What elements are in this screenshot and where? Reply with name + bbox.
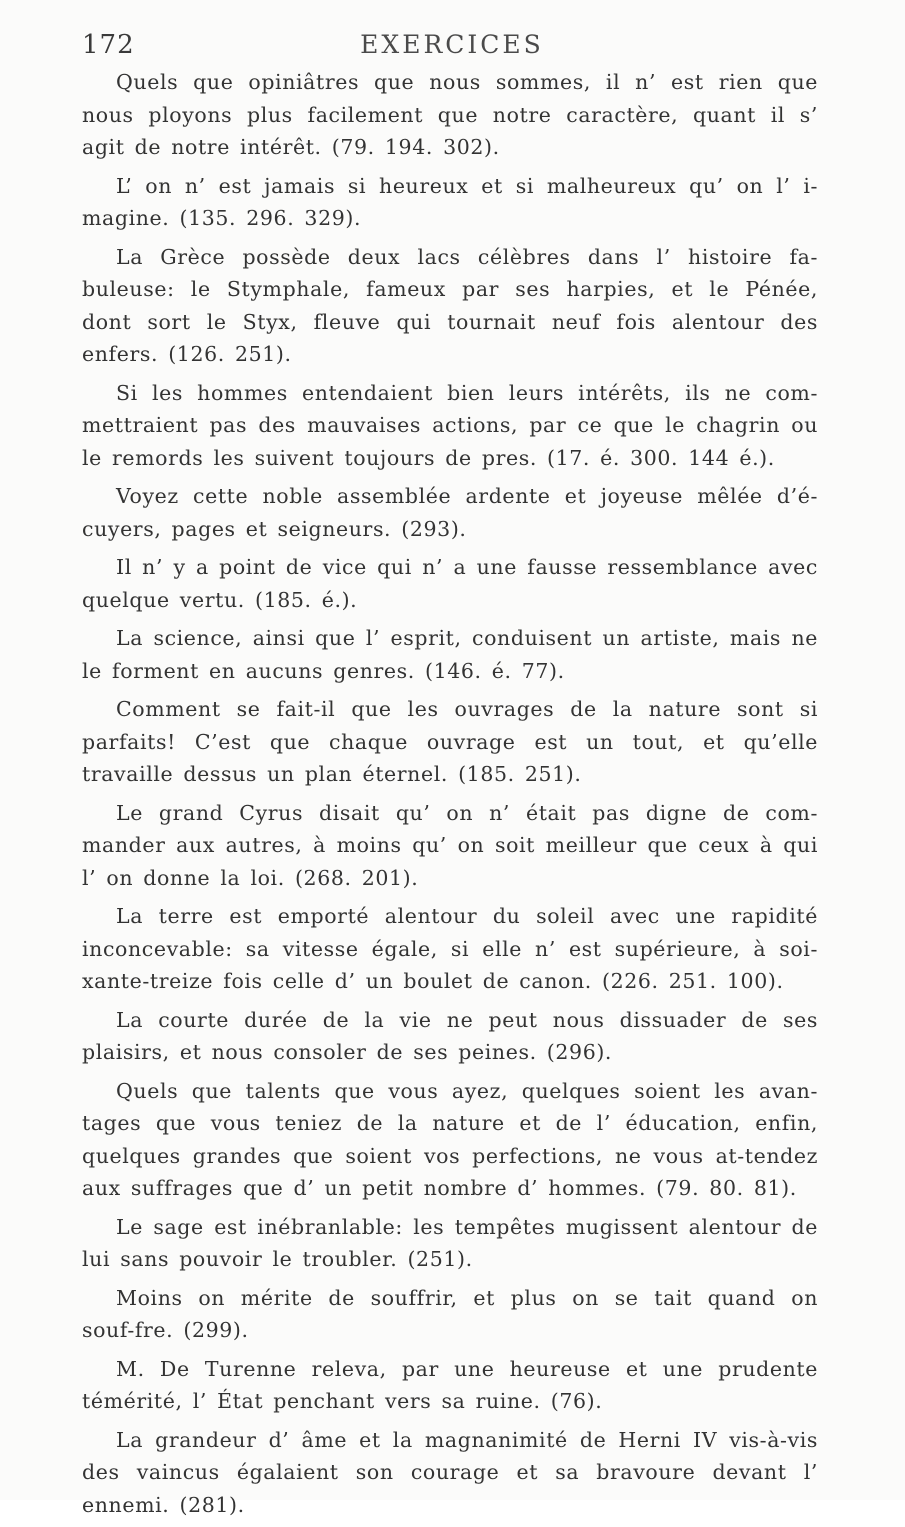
exercise-paragraph: La science, ainsi que l’ esprit, conduisent un artiste, mais ne le forment en aucuns genres. (146. é. 77). xyxy=(82,626,818,683)
exercise-paragraph: La grandeur d’ âme et la magnanimité de Herni IV vis-à-vis des vaincus égalaient son courage et sa bravoure devant l’ ennemi. (281). xyxy=(82,1427,818,1517)
page-number: 172 xyxy=(82,30,135,60)
exercise-paragraph: Le sage est inébranlable: les tempêtes mugissent alentour de lui sans pouvoir le troubler. (251). xyxy=(82,1214,818,1271)
exercise-paragraph: Il n’ y a point de vice qui n’ a une fausse ressemblance avec quelque vertu. (185. é.). xyxy=(82,555,818,612)
exercise-paragraph: Quels que opiniâtres que nous sommes, il n’ est rien que nous ployons plus facilement que notre caractère, quant il s’ agit de notre intérêt. (79. 194. 302). xyxy=(82,70,818,159)
exercise-paragraph: L’ on n’ est jamais si heureux et si malheureux qu’ on l’ i-magine. (135. 296. 329). xyxy=(82,173,818,230)
exercise-paragraph: Voyez cette noble assemblée ardente et joyeuse mêlée d’é-cuyers, pages et seigneurs. (293). xyxy=(82,484,818,541)
exercise-paragraph: La courte durée de la vie ne peut nous dissuader de ses plaisirs, et nous consoler de ses peines. (296). xyxy=(82,1007,818,1064)
page-header xyxy=(82,30,822,66)
exercise-paragraph: M. De Turenne releva, par une heureuse et une prudente témérité, l’ État penchant vers sa ruine. (76). xyxy=(82,1356,818,1413)
exercise-paragraph: Comment se fait-il que les ouvrages de la nature sont si parfaits! C’est que chaque ouvrage est un tout, et qu’elle travaille dessus un plan éternel. (185. 251). xyxy=(82,697,818,786)
exercise-text xyxy=(82,66,818,1527)
exercise-paragraph: Moins on mérite de souffrir, et plus on se tait quand on souf-fre. (299). xyxy=(82,1285,818,1342)
exercise-paragraph: La Grèce possède deux lacs célèbres dans l’ histoire fa-buleuse: le Stymphale, fameux par ses harpies, et le Pénée, dont sort le Styx, fleuve qui tournait neuf fois alentour des enfers. (126. 251). xyxy=(82,244,818,366)
running-title: EXERCICES xyxy=(360,30,544,59)
exercise-paragraph: Quels que talents que vous ayez, quelques soient les avan-tages que vous teniez de la nature et de l’ éducation, enfin, quelques grandes que soient vos perfections, ne vous at-tendez aux suffrages que d’ un petit nombre d’ hommes. (79. 80. 81). xyxy=(82,1078,818,1200)
exercise-paragraph: Le grand Cyrus disait qu’ on n’ était pas digne de com-mander aux autres, à moins qu’ on soit meilleur que ceux à qui l’ on donne la loi. (268. 201). xyxy=(82,800,818,890)
exercise-paragraph: La terre est emporté alentour du soleil avec une rapidité inconcevable: sa vitesse égale, si elle n’ est supérieure, à soi-xante-treize fois celle d’ un boulet de canon. (226. 251. 100). xyxy=(82,904,818,993)
exercise-paragraph: Si les hommes entendaient bien leurs intérêts, ils ne com-mettraient pas des mauvaises actions, par ce que le chagrin ou le remords les suivent toujours de pres. (17. é. 300. 144 é.). xyxy=(82,380,818,470)
